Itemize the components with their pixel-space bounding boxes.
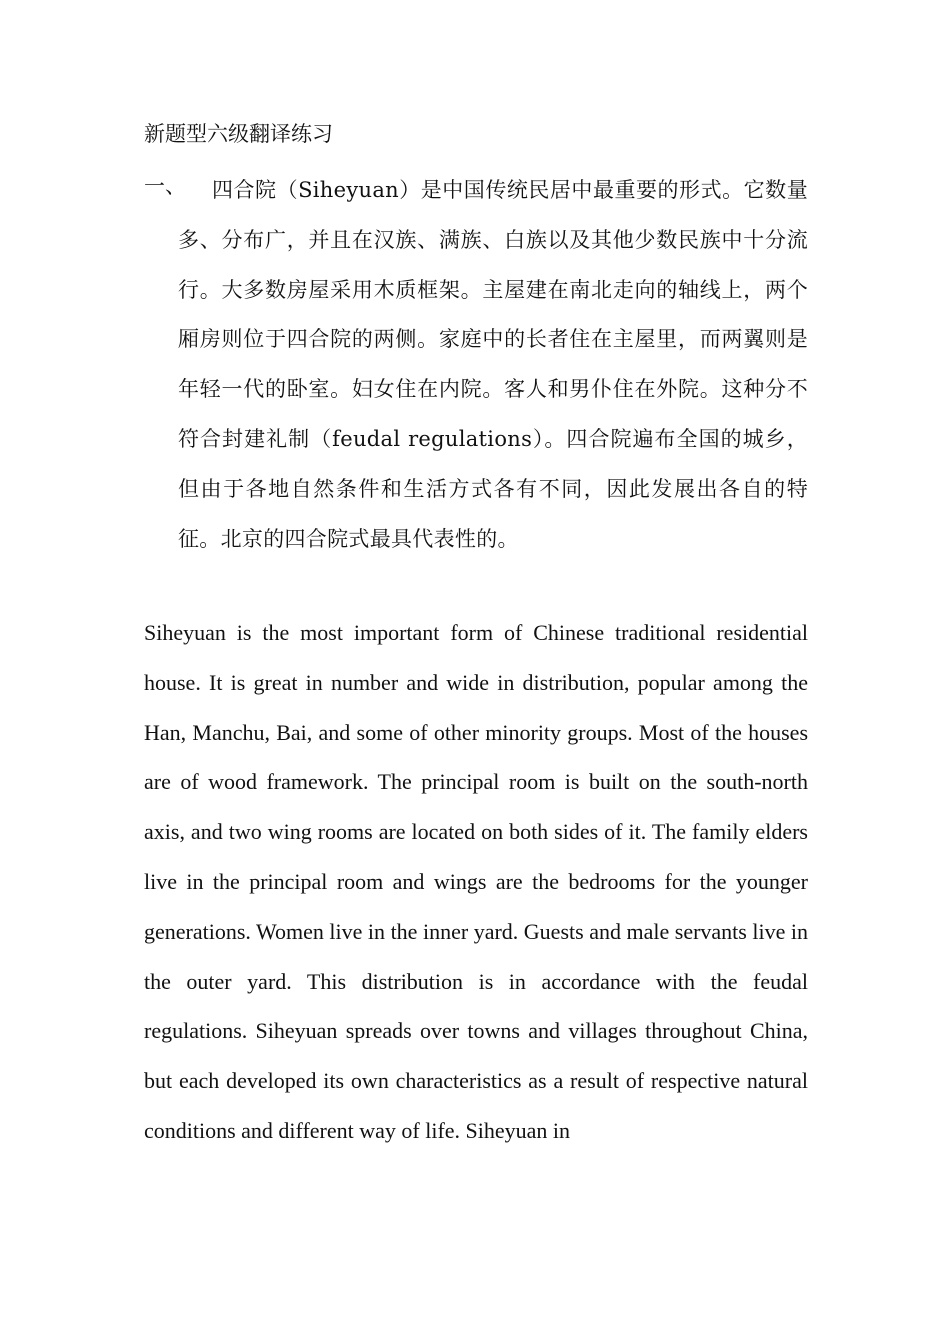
list-item-marker: 一、 (144, 174, 186, 198)
english-translation-paragraph: Siheyuan is the most important form of Chinese traditional residential house. It is great in number and wide in distribution, popular among the Han, Manchu, Bai, and some of other minority groups. Most of the houses are of wood framework. The principal room is built on the south-north axis, and two wing rooms are located on both sides of it. The family elders live in the principal room and wings are the bedrooms for the younger generations. Women live in the inner yard. Guests and male servants live in the outer yard. This distribution is in accordance with the feudal regulations. Siheyuan spreads over towns and villages throughout China, but each developed its own characteristics as a result of respective natural conditions and different way of life. Siheyuan in (144, 620, 808, 1143)
chinese-source-paragraph: 四合院（Siheyuan）是中国传统民居中最重要的形式。它数量多、分布广，并且在汉族、满族、白族以及其他少数民族中十分流行。大多数房屋采用木质框架。主屋建在南北走向的轴线上，两个厢房则位于四合院的两侧。家庭中的长者住在主屋里，而两翼则是年轻一代的卧室。妇女住在内院。客人和男仆住在外院。这种分不符合封建礼制（feudal regulations）。四合院遍布全国的城乡，但由于各地自然条件和生活方式各有不同，因此发展出各自的特征。北京的四合院式最具代表性的。 (178, 178, 808, 551)
document-title: 新题型六级翻译练习 (144, 122, 333, 146)
